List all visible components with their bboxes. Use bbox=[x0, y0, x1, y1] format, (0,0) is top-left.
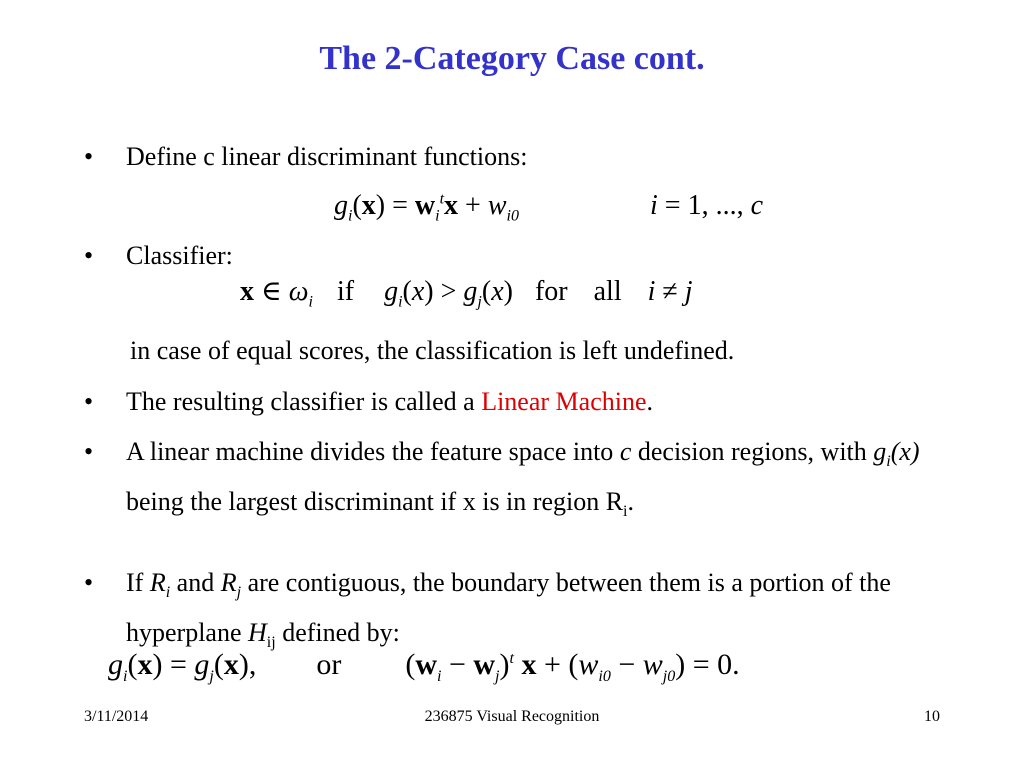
discriminant-index-range: i = 1, ..., c bbox=[650, 190, 764, 221]
hyperplane-equation: $g_i(x) = g_j(x)$, or $(w_i - w_j)^t$ $x + (w_{i0} - w_{j0}) = 0$. bbox=[108, 648, 740, 685]
footer-date: 3/11/2014 bbox=[84, 708, 149, 725]
classifier-rule-equation: x ∈ $\omega_i$ if $g_i(x) > g_j(x)$ for all i ≠ j bbox=[240, 276, 693, 311]
linear-machine-highlight: Linear Machine bbox=[481, 387, 647, 416]
bullet-dot: • bbox=[84, 142, 94, 171]
equal-scores-note: in case of equal scores, the classification is left undefined. bbox=[130, 336, 735, 365]
bullet-text: Classifier: bbox=[126, 241, 233, 270]
bullet-dot: • bbox=[84, 568, 94, 597]
bullet-dot: • bbox=[84, 437, 94, 466]
slide-title: The 2-Category Case cont. bbox=[319, 40, 705, 77]
footer-page-number: 10 bbox=[924, 708, 940, 725]
bullet-text: The resulting classifier is called a Linear Machine. bbox=[126, 387, 654, 416]
bullet-dot: • bbox=[84, 387, 94, 416]
bullet-dot: • bbox=[84, 241, 94, 270]
discriminant-equation: $g_i(x) = w_i^tx + w_{i0}$ bbox=[334, 190, 519, 225]
bullet-text: If $R_i$ and $R_j$ are contiguous, the boundary between them is a portion of the hyperplane $H_{ij}$ defined by: bbox=[126, 568, 891, 652]
footer-course: 236875 Visual Recognition bbox=[424, 708, 600, 725]
bullet-text: Define c linear discriminant functions: bbox=[126, 142, 528, 171]
bullet-text: A linear machine divides the feature space into c decision regions, with $g_i(x)$ being the largest discriminant if x is in region $R_i$. bbox=[126, 437, 920, 521]
